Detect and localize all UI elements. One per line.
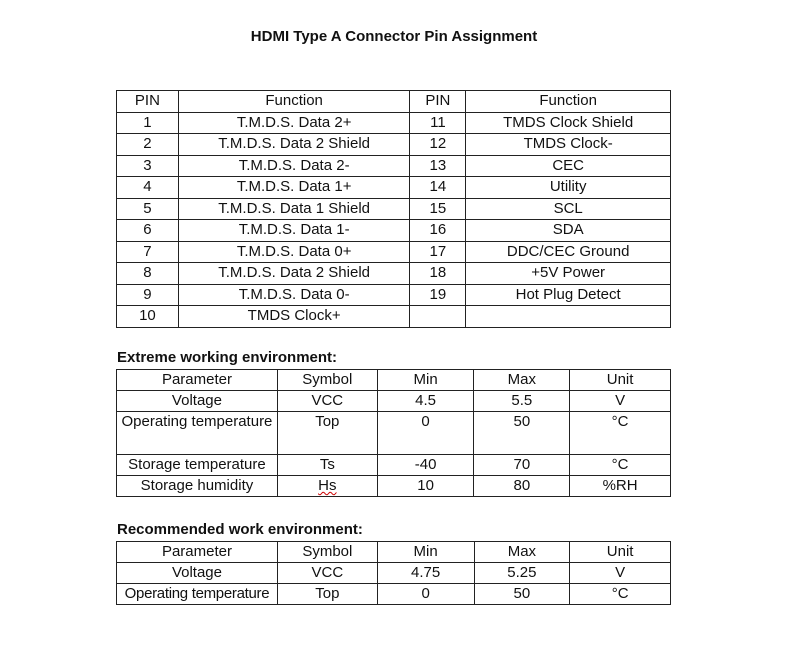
table-cell [466, 306, 671, 328]
table-row [117, 134, 671, 156]
pin-assignment-table [116, 90, 671, 328]
table-row [117, 476, 671, 497]
table-cell: 18 [410, 263, 466, 285]
table-cell: Operating temperature [117, 584, 278, 605]
table-row [117, 177, 671, 199]
table-cell: DDC/CEC Ground [466, 241, 671, 263]
table-row [117, 563, 671, 584]
table-cell [277, 476, 377, 497]
table-cell: V [570, 391, 671, 412]
header-cell: PIN [410, 91, 466, 113]
table-cell: TMDS Clock+ [178, 306, 410, 328]
table-cell: 4.5 [377, 391, 474, 412]
table-cell: 9 [117, 284, 179, 306]
table-cell: CEC [466, 155, 671, 177]
table-cell: 50 [474, 412, 570, 455]
table-cell: 10 [377, 476, 474, 497]
table-header-row [117, 542, 671, 563]
table-cell: 12 [410, 134, 466, 156]
table-cell: T.M.D.S. Data 2 Shield [178, 134, 410, 156]
header-cell: Function [466, 91, 671, 113]
table-cell: T.M.D.S. Data 2- [178, 155, 410, 177]
document-title: HDMI Type A Connector Pin Assignment [250, 28, 538, 45]
table-cell: V [570, 563, 671, 584]
table-cell: Ts [277, 455, 377, 476]
table-cell: 80 [474, 476, 570, 497]
table-cell: 10 [117, 306, 179, 328]
table-cell: Top [277, 412, 377, 455]
table-cell: °C [570, 455, 671, 476]
table-cell: Storage humidity [117, 476, 278, 497]
table-header-row [117, 370, 671, 391]
table-cell: Operating temperature [117, 412, 278, 455]
table-cell: 4.75 [377, 563, 474, 584]
table-row [117, 112, 671, 134]
table-cell: Voltage [117, 563, 278, 584]
header-cell: Min [377, 370, 474, 391]
table-row [117, 155, 671, 177]
header-cell: PIN [117, 91, 179, 113]
table-cell: +5V Power [466, 263, 671, 285]
table-cell: Utility [466, 177, 671, 199]
header-cell: Max [474, 542, 570, 563]
table-cell: T.M.D.S. Data 1+ [178, 177, 410, 199]
extreme-env-heading: Extreme working environment: [117, 349, 338, 366]
table-header-row [117, 91, 671, 113]
table-cell: 17 [410, 241, 466, 263]
table-cell: T.M.D.S. Data 2+ [178, 112, 410, 134]
header-cell: Parameter [117, 370, 278, 391]
table-cell: °C [570, 412, 671, 455]
table-cell: 4 [117, 177, 179, 199]
table-cell: 0 [377, 584, 474, 605]
table-cell: 5.5 [474, 391, 570, 412]
table-row [117, 241, 671, 263]
table-cell: SCL [466, 198, 671, 220]
table-cell: T.M.D.S. Data 2 Shield [178, 263, 410, 285]
table-cell: T.M.D.S. Data 1 Shield [178, 198, 410, 220]
table-row [117, 412, 671, 455]
table-cell [410, 306, 466, 328]
table-cell: VCC [277, 563, 377, 584]
table-cell: 6 [117, 220, 179, 242]
recommended-env-heading: Recommended work environment: [117, 521, 363, 538]
table-cell: 5.25 [474, 563, 570, 584]
table-cell: 14 [410, 177, 466, 199]
table-row [117, 391, 671, 412]
header-cell: Min [377, 542, 474, 563]
table-cell: 19 [410, 284, 466, 306]
table-cell: 13 [410, 155, 466, 177]
table-cell: Hot Plug Detect [466, 284, 671, 306]
table-cell: T.M.D.S. Data 0- [178, 284, 410, 306]
table-cell: 70 [474, 455, 570, 476]
table-cell: T.M.D.S. Data 0+ [178, 241, 410, 263]
table-row [117, 584, 671, 605]
table-cell: VCC [277, 391, 377, 412]
table-cell: Voltage [117, 391, 278, 412]
header-cell: Parameter [117, 542, 278, 563]
table-cell: 0 [377, 412, 474, 455]
table-cell: -40 [377, 455, 474, 476]
table-cell: 15 [410, 198, 466, 220]
table-cell: 11 [410, 112, 466, 134]
table-cell: Top [277, 584, 377, 605]
table-row [117, 306, 671, 328]
table-cell: 7 [117, 241, 179, 263]
header-cell: Symbol [277, 542, 377, 563]
table-cell: 3 [117, 155, 179, 177]
table-cell: 5 [117, 198, 179, 220]
table-row [117, 220, 671, 242]
table-cell: T.M.D.S. Data 1- [178, 220, 410, 242]
table-cell: %RH [570, 476, 671, 497]
table-cell: SDA [466, 220, 671, 242]
extreme-env-table [116, 369, 671, 497]
table-cell: 1 [117, 112, 179, 134]
table-row [117, 455, 671, 476]
table-cell: 8 [117, 263, 179, 285]
header-cell: Unit [570, 542, 671, 563]
table-row [117, 198, 671, 220]
table-cell: 16 [410, 220, 466, 242]
header-cell: Max [474, 370, 570, 391]
header-cell: Symbol [277, 370, 377, 391]
header-cell: Unit [570, 370, 671, 391]
table-row [117, 284, 671, 306]
table-cell: 2 [117, 134, 179, 156]
table-cell: TMDS Clock- [466, 134, 671, 156]
table-cell: TMDS Clock Shield [466, 112, 671, 134]
header-cell: Function [178, 91, 410, 113]
table-cell: 50 [474, 584, 570, 605]
table-cell: °C [570, 584, 671, 605]
spellcheck-underlined-text: Hs [318, 477, 337, 494]
table-cell: Storage temperature [117, 455, 278, 476]
table-row [117, 263, 671, 285]
recommended-env-table [116, 541, 671, 605]
